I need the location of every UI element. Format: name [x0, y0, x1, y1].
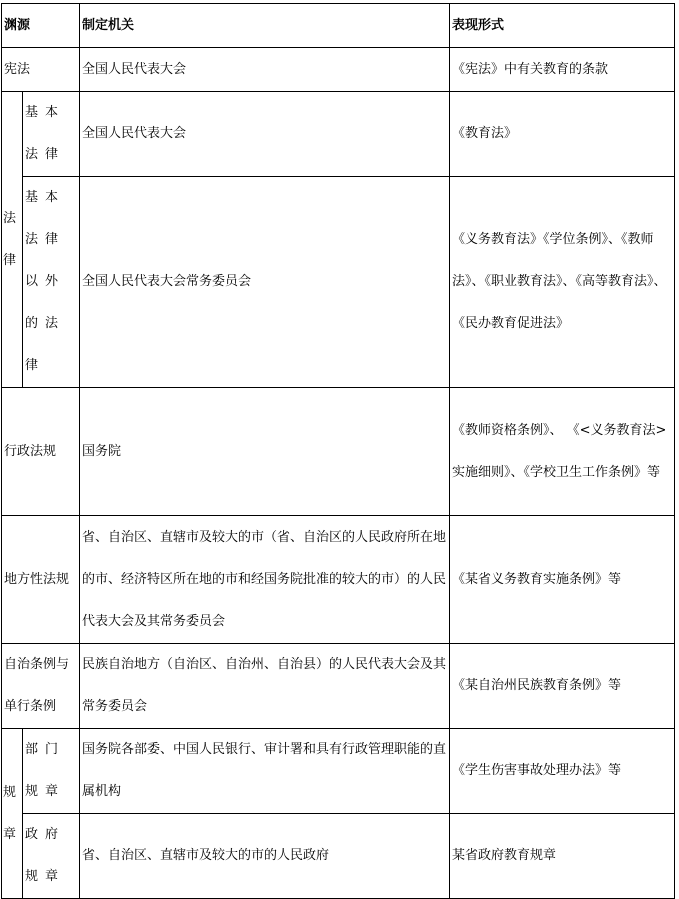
- source-local: 地方性法规: [2, 516, 80, 644]
- authority-constitution: 全国人民代表大会: [80, 48, 450, 92]
- row-law-basic: [2, 92, 675, 177]
- form-law-basic: 《教育法》: [450, 92, 675, 177]
- row-autonomous: [2, 644, 675, 729]
- header-source: 渊源: [2, 4, 80, 48]
- source-rules-gov: 政府规章: [23, 814, 80, 899]
- source-rules-dept: 部门规章: [23, 729, 80, 814]
- source-law-group: 法律: [2, 92, 23, 388]
- legal-sources-table: [1, 3, 675, 899]
- authority-law-other: 全国人民代表大会常务委员会: [80, 177, 450, 388]
- form-law-other: 《义务教育法》《学位条例》、《教师法》、《职业教育法》、《高等教育法》、《民办教育促进法》: [450, 177, 675, 388]
- source-law-basic: 基本法律: [23, 92, 80, 177]
- authority-rules-gov: 省、自治区、直辖市及较大的市的人民政府: [80, 814, 450, 899]
- form-rules-gov: 某省政府教育规章: [450, 814, 675, 899]
- form-rules-dept: 《学生伤害事故处理办法》等: [450, 729, 675, 814]
- row-constitution: [2, 48, 675, 92]
- form-admin: 《教师资格条例》、 《<义务教育法>实施细则》、《学校卫生工作条例》等: [450, 388, 675, 516]
- source-admin: 行政法规: [2, 388, 80, 516]
- row-admin: [2, 388, 675, 516]
- header-row: [2, 4, 675, 48]
- authority-autonomous: 民族自治地方（自治区、自治州、自治县）的人民代表大会及其常务委员会: [80, 644, 450, 729]
- authority-admin: 国务院: [80, 388, 450, 516]
- row-rules-gov: [2, 814, 675, 899]
- authority-law-basic: 全国人民代表大会: [80, 92, 450, 177]
- row-law-other: [2, 177, 675, 388]
- header-form: 表现形式: [450, 4, 675, 48]
- form-local: 《某省义务教育实施条例》等: [450, 516, 675, 644]
- row-local: [2, 516, 675, 644]
- header-authority: 制定机关: [80, 4, 450, 48]
- source-constitution: 宪法: [2, 48, 80, 92]
- form-constitution: 《宪法》中有关教育的条款: [450, 48, 675, 92]
- authority-local: 省、自治区、直辖市及较大的市（省、自治区的人民政府所在地的市、经济特区所在地的市和经国务院批准的较大的市）的人民代表大会及其常务委员会: [80, 516, 450, 644]
- row-rules-dept: [2, 729, 675, 814]
- source-autonomous: 自治条例与单行条例: [2, 644, 80, 729]
- authority-rules-dept: 国务院各部委、中国人民银行、审计署和具有行政管理职能的直属机构: [80, 729, 450, 814]
- source-rules-group: 规章: [2, 729, 23, 899]
- source-law-other: 基本法律以外的法律: [23, 177, 80, 388]
- form-autonomous: 《某自治州民族教育条例》等: [450, 644, 675, 729]
